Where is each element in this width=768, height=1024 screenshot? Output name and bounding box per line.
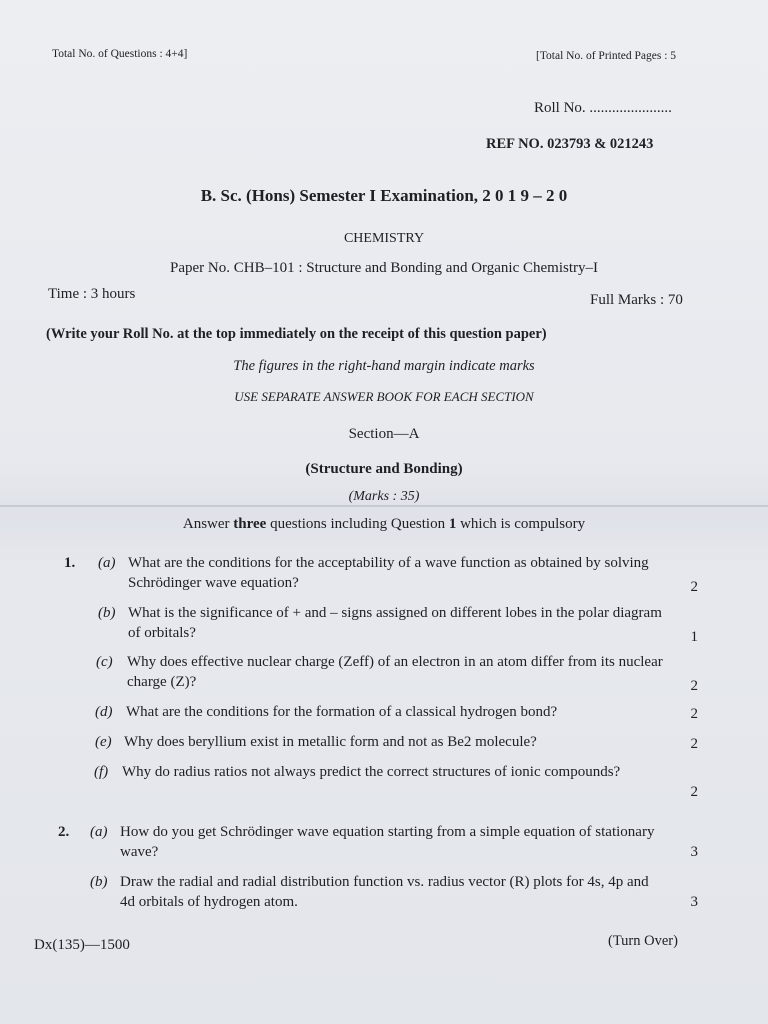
answer-instruction-post: which is compulsory [456,516,586,532]
question-number: 2. [58,824,70,840]
question-part-label: (f) [94,764,109,780]
question-part-marks: 2 [690,678,698,694]
question-part-marks: 3 [690,894,698,910]
question-part-marks: 1 [690,629,698,645]
answer-instruction-count: three [233,516,267,532]
question-number: 1. [64,555,76,571]
marks-instruction: The figures in the right-hand margin indicate marks [233,358,535,374]
section-name: Section—A [348,426,420,442]
answer-instruction-mid: questions including Question [266,516,449,532]
question-part-label: (e) [95,734,112,750]
question-part-text: Why do radius ratios not always predict the correct structures of ionic compounds? [122,764,621,780]
roll-instruction: (Write your Roll No. at the top immediately on the receipt of this question paper) [46,326,547,342]
turn-over-note: (Turn Over) [608,933,678,949]
exam-title: B. Sc. (Hons) Semester I Examination, 2 0 1 9 – 2 0 [200,186,568,205]
question-part-marks: 2 [690,784,698,800]
answer-book-instruction: USE SEPARATE ANSWER BOOK FOR EACH SECTION [234,389,534,404]
question-part-label: (d) [95,704,113,720]
paper-title: Paper No. CHB–101 : Structure and Bonding and Organic Chemistry–I [170,260,598,276]
question-part-text: Why does effective nuclear charge (Zeff) of an electron in an atom differ from its nuclear charge (Z)? [127,654,663,690]
question-part-text: How do you get Schrödinger wave equation starting from a simple equation of stationary wave? [120,824,655,860]
question-part-text: What are the conditions for the acceptability of a wave function as obtained by solving Schrödinger wave equation? [128,555,649,591]
question-part-marks: 3 [690,844,698,860]
question-part-marks: 2 [690,579,698,595]
question-part-label: (a) [98,555,116,571]
paper-code: Dx(135)—1500 [34,937,130,953]
question-part-text: Why does beryllium exist in metallic form and not as Be2 molecule? [124,734,537,750]
section-topic: (Structure and Bonding) [305,461,463,477]
subject-name: CHEMISTRY [343,231,425,246]
answer-instruction [0,516,768,533]
roll-number: Roll No. ...................... [534,100,672,116]
answer-instruction-question: 1 [448,516,457,532]
exam-time: Time : 3 hours [48,286,136,302]
question-part-text: What is the significance of + and – signs assigned on different lobes in the polar diagram of orbitals? [128,605,662,641]
question-part-text: What are the conditions for the formation of a classical hydrogen bond? [126,704,558,720]
total-questions: Total No. of Questions : 4+4] [52,48,188,60]
question-part-label: (c) [96,654,113,670]
question-part-label: (a) [90,824,108,840]
total-printed-pages: [Total No. of Printed Pages : 5 [536,50,677,62]
section-marks: (Marks : 35) [348,489,420,504]
question-part-label: (b) [90,874,108,890]
question-part-text: Draw the radial and radial distribution function vs. radius vector (R) plots for 4s, 4p and 4d orbitals of hydrogen atom. [120,874,649,910]
full-marks: Full Marks : 70 [590,292,683,308]
question-part-marks: 2 [690,736,698,752]
question-part-label: (b) [98,605,116,621]
paper-fold-line [0,505,768,507]
question-part-marks: 2 [690,706,698,722]
ref-number: REF NO. 023793 & 021243 [486,136,654,152]
answer-instruction-pre: Answer [182,516,234,532]
